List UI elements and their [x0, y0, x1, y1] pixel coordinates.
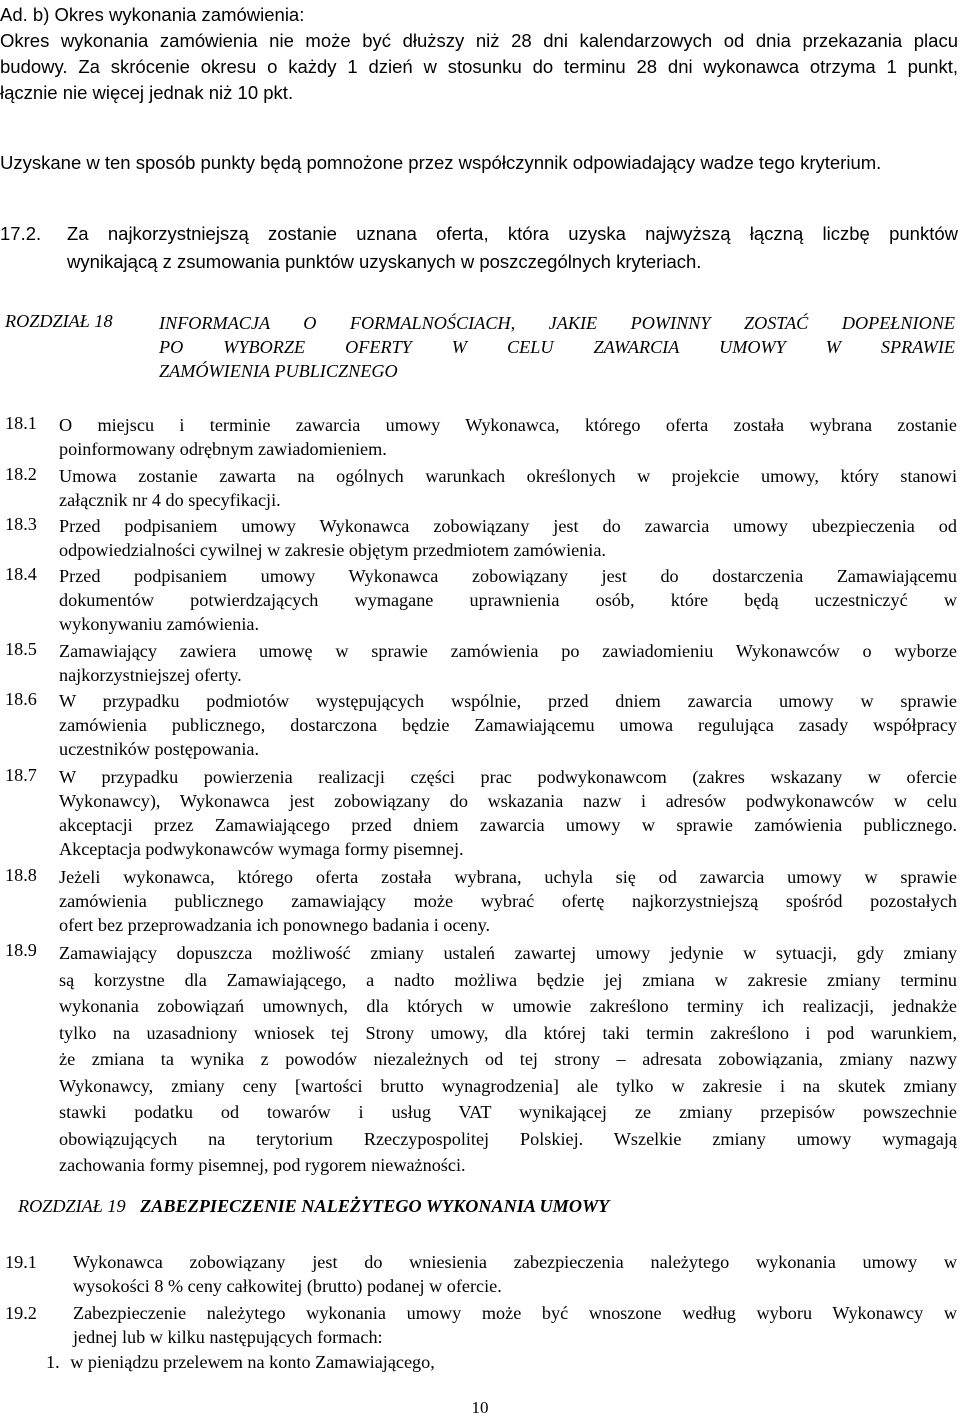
item-line: tylko na uzasadniony wniosek tej Strony umowy, dla której taki termin zakreślono i pod warunkiem, [59, 1022, 957, 1043]
item-line: wynikającą z zsumowania punktów uzyskanych w poszczególnych kryteriach. [67, 251, 702, 272]
item-line: O miejscu i terminie zawarcia umowy Wykonawca, którego oferta została wybrana zostanie [59, 415, 957, 435]
item-line: Umowa zostanie zawarta na ogólnych warunkach określonych w projekcie umowy, który stanowi [59, 466, 957, 486]
item-line: ofert bez przeprowadzania ich ponownego badania i oceny. [59, 915, 491, 935]
item-line: wysokości 8 % ceny całkowitej (brutto) podanej w ofercie. [73, 1276, 502, 1296]
item-line: dokumentów potwierdzających wymagane uprawnienia osób, które będą uczestniczyć w [59, 590, 957, 610]
item-line: Przed podpisaniem umowy Wykonawca zobowiązany jest do dostarczenia Zamawiającemu [59, 566, 957, 586]
item-number: 18.7 [5, 765, 37, 785]
paragraph-line: Okres wykonania zamówienia nie może być dłuższy niż 28 dni kalendarzowych od dnia przekazania placu [0, 30, 958, 51]
chapter-18-title [159, 311, 955, 383]
paragraph-punkty: Uzyskane w ten sposób punkty będą pomnożone przez współczynnik odpowiadający wadze tego kryterium. [0, 152, 882, 173]
item-line: obowiązujących na terytorium Rzeczypospolitej Polskiej. Wszelkie zmiany umowy wymagają [59, 1128, 957, 1149]
item-line: poinformowany odrębnym zawiadomieniem. [59, 439, 387, 459]
heading: Ad. b) Okres wykonania zamówienia: [0, 4, 305, 25]
item-line: są korzystne dla Zamawiającego, a nadto możliwa będzie jej zmiana w zakresie zmiany terminu [59, 969, 957, 990]
item-number: 18.1 [5, 413, 37, 433]
item-line: zamówienia publicznego zamawiający może wybrać ofertę najkorzystniejszą spośród pozostałych [59, 891, 957, 911]
item-line: Akceptacja podwykonawców wymaga formy pisemnej. [59, 839, 464, 859]
item-line: akceptacji przez Zamawiającego przed dniem zawarcia umowy w sprawie zamówienia publicznego. [59, 815, 957, 835]
item-line: W przypadku podmiotów występujących wspólnie, przed dniem zawarcia umowy w sprawie [59, 691, 957, 711]
item-line: Zamawiający dopuszcza możliwość zmiany ustaleń zawartej umowy jedynie w sytuacji, gdy zmiany [59, 943, 957, 963]
item-number: 18.8 [5, 865, 37, 885]
item-number: 19.2 [5, 1303, 37, 1323]
item-line: Za najkorzystniejszą zostanie uznana oferta, która uzyska najwyższą łączną liczbę punktów [67, 223, 958, 244]
item-line: Zabezpieczenie należytego wykonania umowy może być wnoszone według wyboru Wykonawcy w [73, 1303, 957, 1323]
sub-item-number: 1. [46, 1352, 60, 1372]
item-line: zamówienia publicznego, dostarczona będzie Zamawiającemu umowa regulująca zasady współpracy [59, 715, 957, 735]
item-line: wykonania zobowiązań umownych, dla których w umowie zakreślono terminy ich realizacji, jednakże [59, 996, 957, 1016]
chapter-19-label: ROZDZIAŁ 19 [18, 1196, 126, 1216]
item-line: Wykonawca zobowiązany jest do wniesienia zabezpieczenia należytego wykonania umowy w [73, 1252, 957, 1272]
page-number: 10 [471, 1398, 489, 1417]
chapter-title-line: INFORMACJA O FORMALNOŚCIACH, JAKIE POWINNY ZOSTAĆ DOPEŁNIONE [159, 313, 955, 333]
item-number: 18.2 [5, 464, 37, 484]
paragraph-line: budowy. Za skrócenie okresu o każdy 1 dzień w stosunku do terminu 28 dni wykonawca otrzyma 1 punkt, [0, 56, 958, 77]
item-number: 18.6 [5, 689, 37, 709]
item-line: Wykonawcy), Wykonawca jest zobowiązany do wskazania nazw i adresów podwykonawców w celu [59, 791, 957, 811]
item-line: że zmiana ta wynika z powodów niezależnych od tej strony – adresata zobowiązania, zmiany nazwy [59, 1049, 957, 1069]
sub-list-item [46, 1350, 435, 1374]
chapter-title-line: ZAMÓWIENIA PUBLICZNEGO [159, 361, 398, 381]
item-line: Przed podpisaniem umowy Wykonawca zobowiązany jest do zawarcia umowy ubezpieczenia od [59, 516, 957, 536]
item-line: Jeżeli wykonawca, którego oferta została wybrana, uchyla się od zawarcia umowy w sprawie [59, 867, 957, 887]
item-line: stawki podatku od towarów i usług VAT wynikającej ze zmiany przepisów powszechnie [59, 1102, 957, 1122]
item-number: 18.5 [5, 639, 37, 659]
item-line: najkorzystniejszej oferty. [59, 665, 242, 685]
paragraph-okres [0, 28, 958, 106]
chapter-19-title: ZABEZPIECZENIE NALEŻYTEGO WYKONANIA UMOWY [140, 1196, 610, 1216]
item-line: Zamawiający zawiera umowę w sprawie zamówienia po zawiadomieniu Wykonawców o wyborze [59, 641, 957, 661]
item-number: 18.4 [5, 564, 37, 584]
item-line: wykonywaniu zamówienia. [59, 614, 260, 634]
chapter-19-heading [18, 1196, 609, 1217]
item-number: 18.9 [5, 940, 37, 960]
sub-item-text: w pieniądzu przelewem na konto Zamawiającego, [70, 1352, 435, 1372]
item-number: 17.2. [0, 223, 42, 244]
section-17 [0, 2, 958, 176]
paragraph-line: łącznie nie więcej jednak niż 10 pkt. [0, 82, 294, 103]
item-line: odpowiedzialności cywilnej w zakresie objętym przedmiotem zamówienia. [59, 540, 606, 560]
chapter-18-label: ROZDZIAŁ 18 [5, 311, 113, 331]
item-line: W przypadku powierzenia realizacji części prac podwykonawcom (zakres wskazany w ofercie [59, 767, 957, 787]
item-number: 19.1 [5, 1252, 37, 1272]
chapter-title-line: PO WYBORZE OFERTY W CELU ZAWARCIA UMOWY W SPRAWIE [159, 337, 955, 357]
item-line: uczestników postępowania. [59, 739, 260, 759]
item-number: 18.3 [5, 514, 37, 534]
item-line: jednej lub w kilku następujących formach: [73, 1327, 383, 1347]
item-line: Wykonawcy, zmiany ceny [wartości brutto wynagrodzenia] ale tylko w zakresie i na skutek zmiany [59, 1075, 957, 1096]
item-line: załącznik nr 4 do specyfikacji. [59, 490, 281, 510]
item-line: zachowania formy pisemnej, pod rygorem nieważności. [59, 1155, 466, 1175]
